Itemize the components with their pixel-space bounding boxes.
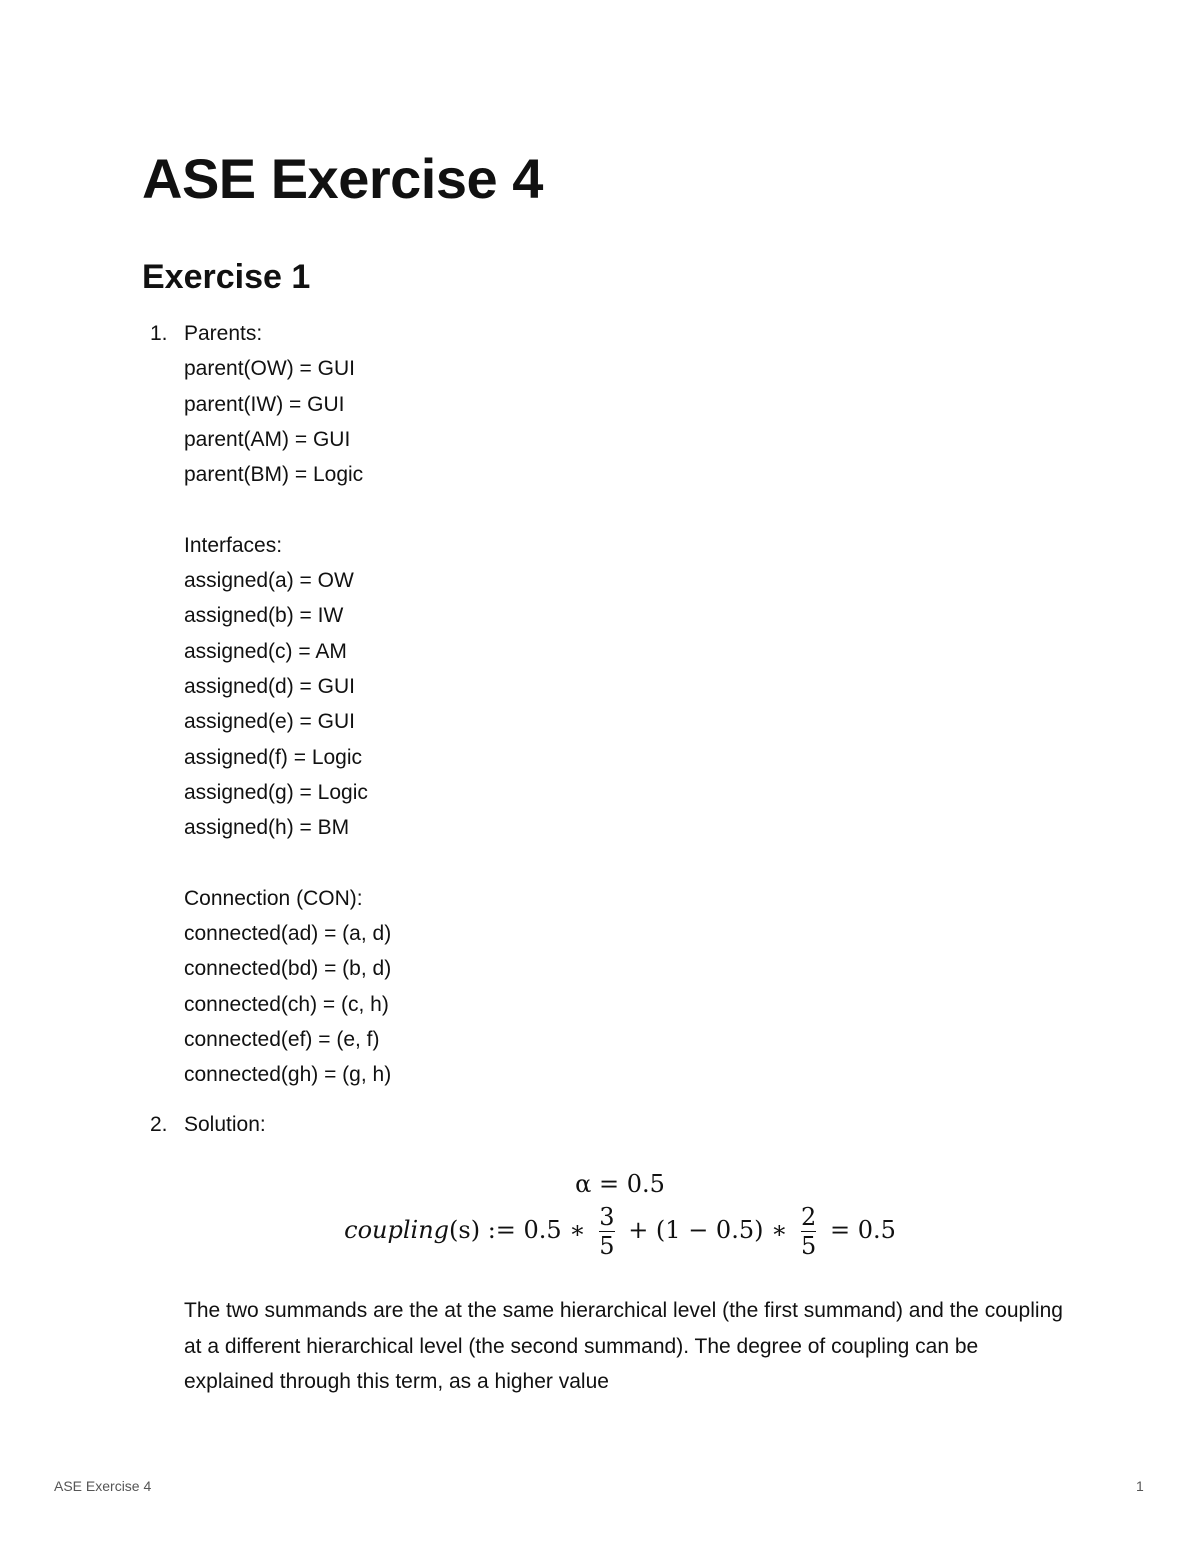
list-item-line: connected(ch) = (c, h)	[184, 992, 389, 1016]
alpha-equation: α = 0.5	[575, 1170, 665, 1198]
list-item-line: parent(IW) = GUI	[184, 392, 345, 416]
list-item-line: parent(AM) = GUI	[184, 427, 351, 451]
fraction-denominator: 5	[801, 1232, 817, 1260]
list-item-line: assigned(h) = BM	[184, 816, 350, 840]
list-item-line: assigned(b) = IW	[184, 604, 344, 628]
list-item-line: assigned(c) = AM	[184, 639, 347, 663]
footer-page-number: 1	[1136, 1478, 1144, 1494]
fraction-denominator: 5	[599, 1232, 615, 1260]
list-item-line: assigned(d) = GUI	[184, 674, 355, 698]
explanation-paragraph: The two summands are the at the same hierarchical level (the first summand) and the coupling at a different hierarchical level (the second summand). The degree of coupling can be explained through this term, as a higher value	[184, 1299, 1063, 1393]
list-item-line	[184, 492, 391, 527]
list-item-line: connected(bd) = (b, d)	[184, 957, 392, 981]
list-item-line: Parents:	[184, 322, 263, 345]
list-marker-2: 2.	[150, 1113, 168, 1136]
list-item-line: parent(OW) = GUI	[184, 357, 355, 381]
list-item-line: connected(gh) = (g, h)	[184, 1063, 392, 1087]
list-item-line: connected(ef) = (e, f)	[184, 1027, 380, 1051]
coupling-equation	[0, 1203, 1200, 1260]
list-item-line	[184, 845, 391, 880]
fraction-two-fifths	[801, 1203, 816, 1260]
coupling-result: = 0.5	[829, 1216, 896, 1244]
list-item-line: assigned(g) = Logic	[184, 780, 368, 804]
footer-document-title: ASE Exercise 4	[54, 1478, 152, 1494]
list-item-line: assigned(f) = Logic	[184, 745, 363, 769]
fraction-numerator: 2	[801, 1203, 817, 1231]
list-item-1	[184, 316, 391, 1093]
list-item-line: connected(ad) = (a, d)	[184, 922, 392, 946]
list-item-line: Connection (CON):	[184, 886, 363, 910]
list-item-line: Interfaces:	[184, 533, 283, 557]
list-marker-1: 1.	[150, 322, 168, 345]
fraction-numerator: 3	[599, 1203, 615, 1231]
list-item-line: Solution:	[184, 1113, 266, 1136]
coupling-function-name: coupling	[344, 1216, 450, 1244]
coupling-argument: (s) := 0.5 ∗	[449, 1216, 586, 1244]
section-title: Exercise 1	[142, 258, 311, 296]
list-item-line: parent(BM) = Logic	[184, 463, 364, 487]
fraction-three-fifths	[599, 1203, 614, 1260]
list-item-line: assigned(e) = GUI	[184, 710, 355, 734]
list-item-line: assigned(a) = OW	[184, 569, 354, 593]
list-item-2	[184, 1107, 266, 1142]
coupling-middle-term: + (1 − 0.5) ∗	[628, 1216, 788, 1244]
page-title: ASE Exercise 4	[142, 147, 543, 210]
